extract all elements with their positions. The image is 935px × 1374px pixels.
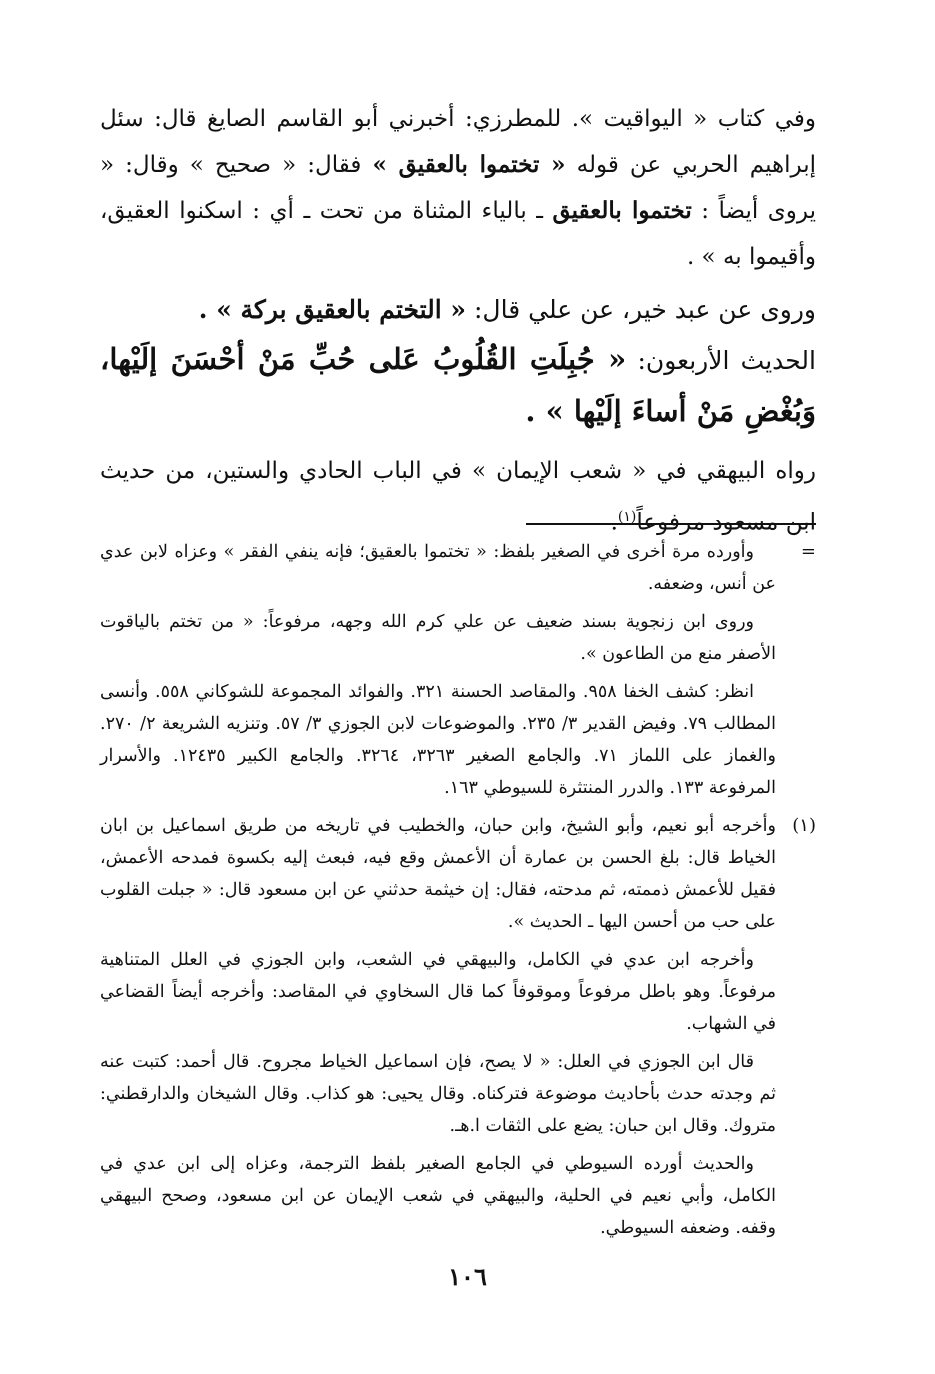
main-text [100,96,816,546]
paragraph-yawaqit: وفي كتاب « اليواقيت ». للمطرزي: أخبرني أبو القاسم الصايغ قال: سئل إبراهيم الحربي عن قوله « تختموا بالعقيق » فقال: « صحيح » وقال: « يروى أيضاً : تختموا بالعقيق ـ بالياء المثناة من تحت ـ أي : اسكنوا العقيق، وأقيموا به » . [100,106,817,270]
footnotes [100,536,816,1250]
footnote-paragraph: وأورده مرة أخرى في الصغير بلفظ: « تختموا بالعقيق؛ فإنه ينفي الفقر » وعزاه لابن عدي عن أنس، وضعفه. [100,542,776,594]
footnote-number: (١) [792,815,816,836]
footnote-continued [100,536,816,804]
footnote-paragraph: وأخرجه أبو نعيم، وأبو الشيخ، وابن حبان، والخطيب في تاريخه من طريق اسماعيل بن ابان الخياط قال: بلغ الحسن بن عمارة أن الأعمش وقع فيه، فبعث إليه بكسوة فمدحه الأعمش، فقيل للأعمش ذممته، ثم مدحته، فقال: إن خيثمة حدثني عن ابن مسعود قال: « جبلت القلوب على حب من أحسن اليها ـ الحديث ». [100,816,776,932]
footnote-paragraph: قال ابن الجوزي في العلل: « لا يصح، فإن اسماعيل الخياط مجروح. قال أحمد: كتبت عنه ثم وجدته حدث بأحاديث موضوعة فتركناه. وقال يحيى: هو كذاب. وقال الشيخان والدارقطني: متروك. وقال ابن حبان: يضع على الثقات ا.هـ. [100,1052,776,1136]
footnote-paragraph: انظر: كشف الخفا ٩٥٨. والمقاصد الحسنة ٣٢١. والفوائد المجموعة للشوكاني ٥٥٨. وأنسى المطالب ٧٩. وفيض القدير ٣/ ٢٣٥. والموضوعات لابن الجوزي ٣/ ٥٧. وتنزيه الشريعة ٢/ ٢٧٠. والغماز على اللماز ٧١. والجامع الصغير ٣٢٦٣، ٣٢٦٤. والجامع الكبير ١٢٤٣٥. والأسرار المرفوعة ١٣٣. والدرر المنتثرة للسيوطي ١٦٣. [100,682,776,798]
footnote-paragraph: وروى ابن زنجوية بسند ضعيف عن علي كرم الله وجهه، مرفوعاً: « من تختم بالياقوت الأصفر منع من الطاعون ». [100,612,776,664]
hadith-fortieth: الحديث الأربعون: « جُبِلَتِ القُلُوبُ عَلى حُبِّ مَنْ أحْسَنَ إلَيْها، وَبُغْضِ مَنْ أساءَ إلَيْها » . [100,342,816,428]
continuation-marker: = [800,541,816,562]
paragraph-abd-khair: وروى عن عبد خير، عن علي قال: « التختم بالعقيق بركة » . [198,295,816,324]
page-number: ١٠٦ [448,1262,487,1291]
footnote-separator [526,523,816,525]
paragraph-bayhaqi: رواه البيهقي في « شعب الإيمان » في الباب الحادي والستين، من حديث ابن مسعود مرفوعاً$^{(١)}$. [100,458,816,536]
footnote-paragraph: والحديث أورده السيوطي في الجامع الصغير بلفظ الترجمة، وعزاه إلى ابن عدي في الكامل، وأبي نعيم في الحلية، والبيهقي في شعب الإيمان عن ابن مسعود، وصحح البيهقي وقفه. وضعفه السيوطي. [100,1154,776,1238]
hadith-text: « جُبِلَتِ القُلُوبُ عَلى حُبِّ مَنْ أحْسَنَ إلَيْها، وَبُغْضِ مَنْ أساءَ إلَيْها » . [100,342,816,428]
quote-takhtamu: تختموا بالعقيق [552,197,692,224]
footnote-paragraph: وأخرجه ابن عدي في الكامل، والبيهقي في الشعب، وابن الجوزي في العلل المتناهية مرفوعاً. وهو باطل مرفوعاً وموقوفاً كما قال السخاوي في المقاصد: وأخرجه أيضاً القضاعي في الشهاب. [100,950,776,1034]
quote-takhattamu: « تختموا بالعقيق » [372,151,566,178]
footnote-1 [100,810,816,1244]
footnote-ref-1: (١) [617,509,637,525]
quote-takhattum-baraka: « التختم بالعقيق بركة » . [198,295,467,324]
